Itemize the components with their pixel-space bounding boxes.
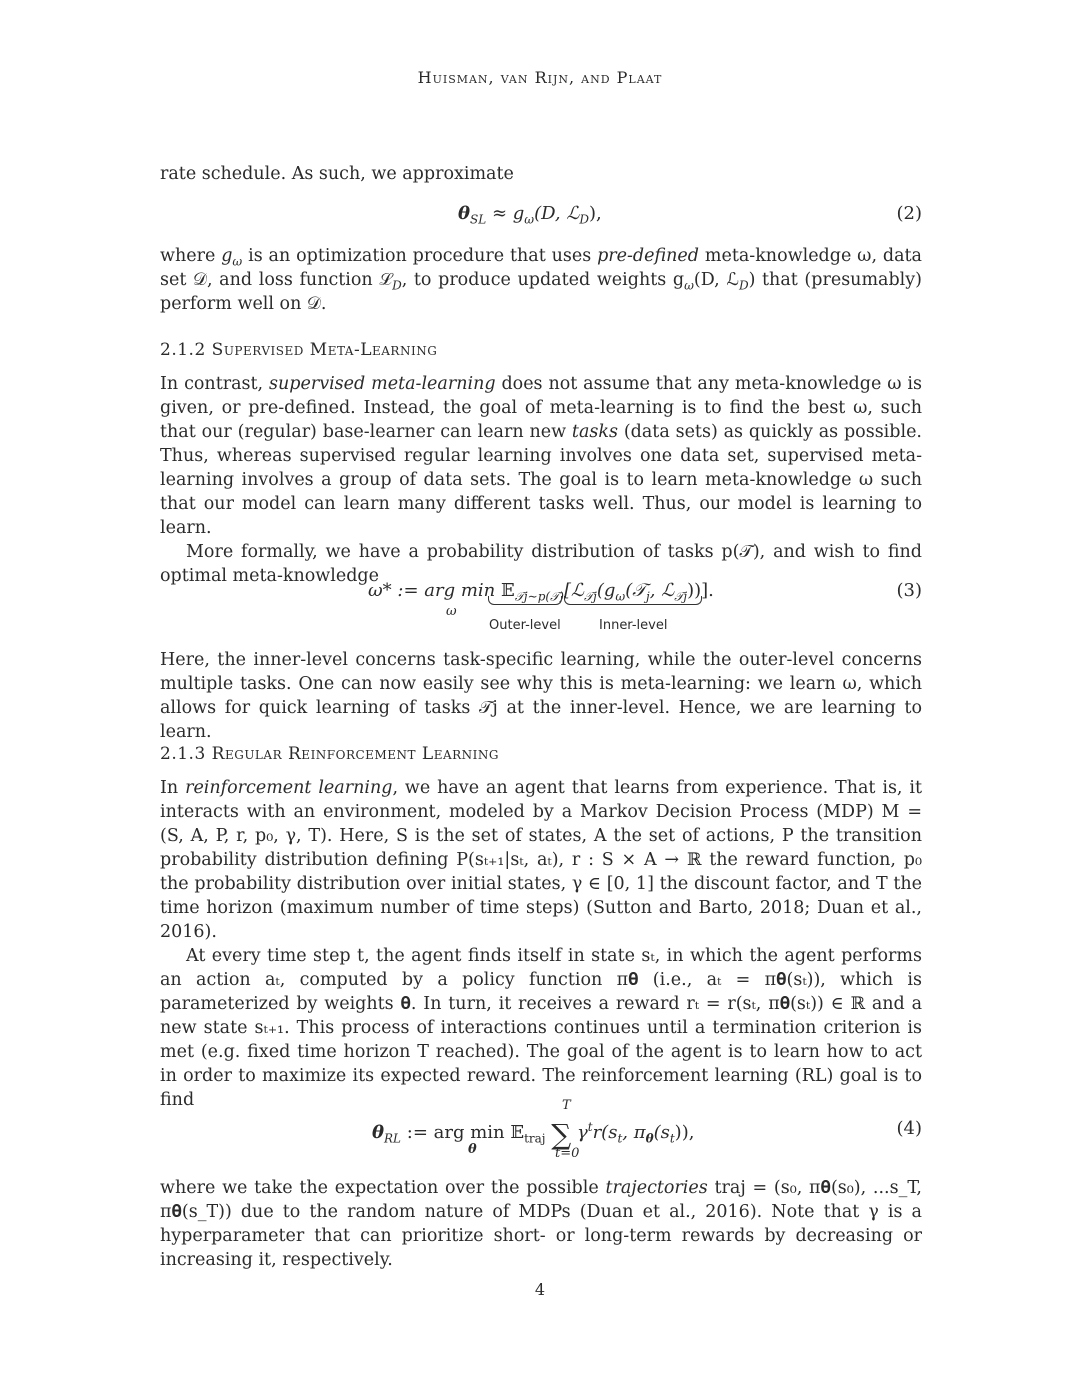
equation-3 <box>160 580 922 640</box>
inner-level-label: Inner-level <box>599 618 668 633</box>
page-number: 4 <box>534 1280 546 1299</box>
paragraph: More formally, we have a probability distribution of tasks p(𝒯), and wish to find optimal meta-knowledge <box>160 542 922 586</box>
equation-body: $\theta_{SL} \approx g_\omega(D$, ℒ$_D$), <box>458 203 602 227</box>
equation-number: (3) <box>896 580 922 601</box>
equation-body: ω* := arg $\min 𝔼_{𝒯j\sim p(𝒯)}[ℒ_{𝒯j}(g_\omega(𝒯_j$, ℒ$_{𝒯j}$))]. <box>368 580 714 604</box>
body-text-3 <box>160 372 922 588</box>
equation-body: $\theta_{RL}$ := arg min 𝔼$_{traj}$ ∑ $\gamma^tr(s_t$, $\pi_\theta(s_t)$), <box>372 1118 695 1151</box>
sum-lower-limit: t=0 <box>555 1146 580 1161</box>
body-text-1 <box>160 162 922 186</box>
paragraph: In contrast, supervised meta-learning does not assume that any meta-knowledge ω is given, or pre-defined. Instead, the goal of meta-learning is to find the best ω, such that our (regular) base-learner can learn new tasks (data sets) as quickly as possible. Thus, whereas supervised regular learning involves one data set, supervised meta-learning involves a group of data sets. The goal is to learn meta-knowledge ω such that our model can learn many different tasks well. Thus, our model is learning to learn. <box>160 374 922 538</box>
argmin-subscript: θ <box>468 1142 477 1157</box>
argmin-subscript: ω <box>446 604 457 619</box>
body-text-5 <box>160 776 922 1112</box>
equation-4 <box>160 1098 922 1168</box>
section-title: Supervised Meta-Learning <box>211 340 438 360</box>
outer-level-label: Outer-level <box>489 618 561 633</box>
body-text-4 <box>160 648 922 744</box>
equation-number: (4) <box>896 1118 922 1139</box>
paragraph: where we take the expectation over the possible trajectories traj = (s₀, π𝛉(s₀), ...s_T, π𝛉(s_T)) due to the random nature of MDPs (Duan et al., 2016). Note that γ is a hyperparameter that can prioritize short- or long-term rewards by decreasing or increasing it, respectively. <box>160 1178 922 1270</box>
summation-sign: ∑ <box>551 1118 572 1151</box>
section-number: 2.1.3 <box>160 744 206 764</box>
paragraph: where $g_\omega$ is an optimization procedure that uses pre-defined meta-knowledge ω, data set 𝒟, and loss function ℒ$_D$, to produce updated weights $g_\omega(D$, ℒ$_D$) that (presumably) perform well on 𝒟. <box>160 246 922 314</box>
body-text-2 <box>160 244 922 316</box>
equation-number: (2) <box>896 203 922 224</box>
sum-upper-limit: T <box>562 1098 571 1113</box>
running-head: Huisman, van Rijn, and Plaat <box>417 68 663 87</box>
section-title: Regular Reinforcement Learning <box>211 744 499 764</box>
paragraph: In reinforcement learning, we have an agent that learns from experience. That is, it interacts with an environment, modeled by a Markov Decision Process (MDP) M = (S, A, P, r, p₀, γ, T). Here, S is the set of states, A the set of actions, P the transition probability distribution defining P(sₜ₊₁|sₜ, aₜ), r : S × A → ℝ the reward function, p₀ the probability distribution over initial states, γ ∈ [0, 1] the discount factor, and T the time horizon (maximum number of time steps) (Sutton and Barto, 2018; Duan et al., 2016). <box>160 778 922 942</box>
inner-brace <box>564 596 702 605</box>
section-heading-2-1-2 <box>160 340 922 360</box>
section-heading-2-1-3 <box>160 744 922 764</box>
section-number: 2.1.2 <box>160 340 206 360</box>
paragraph: At every time step t, the agent finds itself in state sₜ, in which the agent performs an action aₜ, computed by a policy function π𝛉 (i.e., aₜ = π𝛉(sₜ)), which is parameterized by weights 𝛉. In turn, it receives a reward rₜ = r(sₜ, π𝛉(sₜ)) ∈ ℝ and a new state sₜ₊₁. This process of interactions continues until a termination criterion is met (e.g. fixed time horizon T reached). The goal of the agent is to learn how to act in order to maximize its expected reward. The reinforcement learning (RL) goal is to find <box>160 946 922 1110</box>
outer-brace <box>488 596 562 605</box>
paragraph: rate schedule. As such, we approximate <box>160 164 514 184</box>
paragraph: Here, the inner-level concerns task-specific learning, while the outer-level concerns multiple tasks. One can now easily see why this is meta-learning: we learn ω, which allows for quick learning of tasks 𝒯j at the inner-level. Hence, we are learning to learn. <box>160 650 922 742</box>
body-text-6 <box>160 1176 922 1272</box>
